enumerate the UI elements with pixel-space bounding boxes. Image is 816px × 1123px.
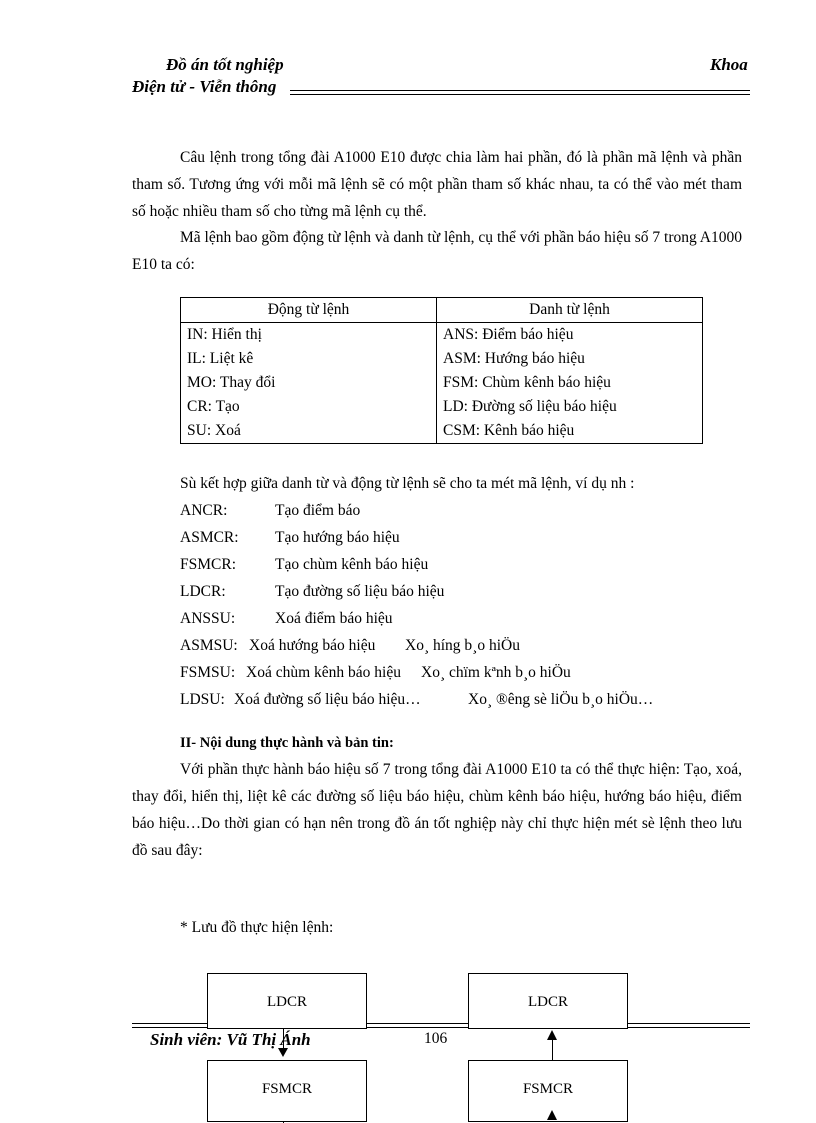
footer-rule [132,1023,207,1024]
footer-student: Sinh viên: Vũ Thị Ánh [150,1030,311,1049]
footer-rule [628,1027,750,1028]
header-title: Đồ án tốt nghiệp [166,55,284,74]
table-header-row [181,298,703,323]
table-cell: MO: Thay đổi [181,371,437,395]
table-cell: SU: Xoá [181,419,437,444]
example-desc: Xoá chùm kênh báo hiệu [246,664,401,681]
example-desc: Xoá đường số liệu báo hiệu… [234,691,421,708]
page-number: 106 [424,1030,448,1047]
table-header-verb: Động từ lệnh [181,298,437,323]
table-row [181,395,703,419]
table-cell: CSM: Kênh báo hiệu [437,419,703,444]
example-garbled: Xo¸ chïm kªnh b¸o hiÖu [421,664,571,681]
footer-rule [628,1023,750,1024]
table-cell: FSM: Chùm kênh báo hiệu [437,371,703,395]
arrow-up-icon [547,1030,557,1040]
table-cell: IN: Hiển thị [181,323,437,348]
arrow-up-icon [547,1110,557,1120]
example-desc: Tạo đường số liệu báo hiệu [275,583,445,600]
table-cell: ASM: Hướng báo hiệu [437,347,703,371]
example-code: LDSU: [180,691,225,708]
flow-box-ldcr-left: LDCR [207,973,367,1029]
footer-rule [367,1023,468,1024]
example-desc: Xoá hướng báo hiệu [249,637,376,654]
command-table [180,297,703,444]
section-paragraph: Với phần thực hành báo hiệu số 7 trong tổng đài A1000 E10 ta có thể thực hiện: Tạo, xoá, thay đổi, hiển thị, liệt kê các đường số liệu báo hiệu, chùm kênh báo hiệu, hướng báo hiệu, điểm báo hiệu…Do thời gian có hạn nên trong đồ án tốt nghiệp này chỉ thực hiện mét sè lệnh theo lưu đồ sau đây: [132,761,742,859]
flow-connector [552,1040,553,1060]
table-header-noun: Danh từ lệnh [437,298,703,323]
example-garbled: Xo¸ ®êng sè liÖu b¸o hiÖu… [468,691,654,708]
examples-intro: Sù kết hợp giữa danh từ và động từ lệnh sẽ cho ta mét mã lệnh, ví dụ nh : [180,475,635,492]
header-rule-bottom [290,94,750,95]
example-code: ANCR: [180,502,228,519]
example-code: ASMSU: [180,637,238,654]
example-desc: Tạo hướng báo hiệu [275,529,400,546]
table-cell: IL: Liệt kê [181,347,437,371]
flow-box-ldcr-right: LDCR [468,973,628,1029]
header-department: Điện tử - Viễn thông [132,77,277,96]
example-code: FSMCR: [180,556,237,573]
flow-box-fsmcr-right: FSMCR [468,1060,628,1122]
table-cell: CR: Tạo [181,395,437,419]
table-cell: ANS: Điểm báo hiệu [437,323,703,348]
example-desc: Tạo chùm kênh báo hiệu [275,556,429,573]
example-garbled: Xo¸ híng b¸o hiÖu [405,637,520,654]
example-code: ANSSU: [180,610,236,627]
footer-rule [367,1027,468,1028]
table-row [181,323,703,348]
example-desc: Xoá điểm báo hiệu [275,610,393,627]
flow-title: * Lưu đồ thực hiện lệnh: [180,919,334,936]
paragraph-command-code: Mã lệnh bao gồm động từ lệnh và danh từ lệnh, cụ thể với phần báo hiệu số 7 trong A1000 E10 ta có: [132,229,742,273]
header-rule-top [290,90,750,91]
example-code: LDCR: [180,583,226,600]
header-faculty: Khoa [710,55,748,74]
paragraph-intro: Câu lệnh trong tổng đài A1000 E10 được chia làm hai phần, đó là phần mã lệnh và phần tham số. Tương ứng với mỗi mã lệnh sẽ có một phần tham số khác nhau, ta có thể vào mét tham số hoặc nhiều tham số cho từng mã lệnh cụ thể. [132,149,742,220]
example-code: FSMSU: [180,664,236,681]
table-cell: LD: Đường số liệu báo hiệu [437,395,703,419]
flow-box-fsmcr-left: FSMCR [207,1060,367,1122]
example-desc: Tạo điểm báo [275,502,361,519]
table-row [181,347,703,371]
table-row [181,419,703,444]
table-row [181,371,703,395]
footer-rule [132,1027,207,1028]
example-code: ASMCR: [180,529,239,546]
section-heading: II- Nội dung thực hành và bản tin: [180,735,394,751]
